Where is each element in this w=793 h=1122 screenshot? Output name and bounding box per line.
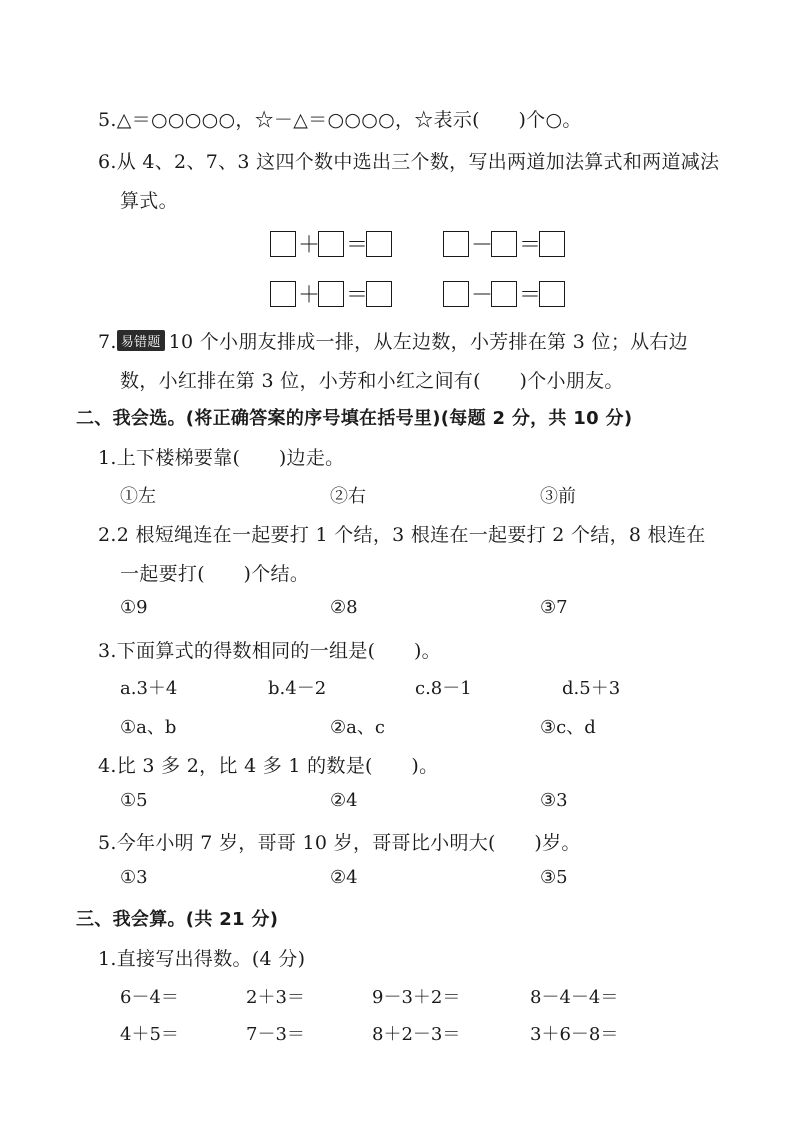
option-b[interactable]: ②a、c	[330, 717, 385, 738]
section-3-title: 三、我会算。(共 21 分)	[76, 909, 279, 930]
option-a[interactable]: ①5	[120, 790, 148, 811]
answer-box[interactable]	[366, 231, 392, 257]
option-b[interactable]: ②4	[330, 790, 358, 811]
subtraction-template-2	[443, 278, 565, 309]
option-a[interactable]: ①9	[120, 597, 148, 618]
arithmetic-item[interactable]: 9－3＋2＝	[372, 987, 461, 1008]
equals-sign: ＝	[346, 283, 369, 308]
question-2-1: 1.上下楼梯要靠( )边走。	[98, 447, 345, 469]
option-c[interactable]: ③c、d	[540, 717, 596, 738]
addition-template-2	[270, 278, 392, 309]
subtraction-template-1	[443, 228, 565, 259]
plus-sign: ＋	[298, 233, 321, 258]
question-1-6-line1: 6.从 4、2、7、3 这四个数中选出三个数，写出两道加法算式和两道减法	[98, 151, 720, 173]
option-c[interactable]: ③前	[540, 486, 576, 507]
arithmetic-item[interactable]: 7－3＝	[246, 1024, 305, 1045]
option-a[interactable]: ①左	[120, 486, 156, 507]
error-prone-badge: 易错题	[117, 330, 165, 351]
arithmetic-item[interactable]: 2＋3＝	[246, 987, 305, 1008]
arithmetic-item[interactable]: 3＋6－8＝	[530, 1024, 619, 1045]
arithmetic-item[interactable]: 6－4＝	[120, 987, 179, 1008]
plus-sign: ＋	[298, 283, 321, 308]
question-2-3: 3.下面算式的得数相同的一组是( )。	[98, 640, 441, 662]
arithmetic-item[interactable]: 4＋5＝	[120, 1024, 179, 1045]
question-1-5: 5.△＝○○○○○，☆－△＝○○○○，☆表示( )个○。	[98, 109, 582, 131]
arithmetic-item[interactable]: 8＋2－3＝	[372, 1024, 461, 1045]
question-number: 7.	[98, 331, 117, 353]
answer-box[interactable]	[491, 281, 517, 307]
expression-item: c.8－1	[415, 678, 472, 699]
option-a[interactable]: ①a、b	[120, 717, 177, 738]
answer-box[interactable]	[270, 231, 296, 257]
arithmetic-item[interactable]: 8－4－4＝	[530, 987, 619, 1008]
answer-box[interactable]	[443, 281, 469, 307]
option-c[interactable]: ③3	[540, 790, 568, 811]
answer-box[interactable]	[318, 231, 344, 257]
question-2-5: 5.今年小明 7 岁，哥哥 10 岁，哥哥比小明大( )岁。	[98, 832, 581, 854]
expression-item: b.4－2	[268, 678, 327, 699]
question-2-2-line1: 2.2 根短绳连在一起要打 1 个结，3 根连在一起要打 2 个结，8 根连在	[98, 524, 706, 546]
expression-item: d.5＋3	[562, 678, 621, 699]
answer-box[interactable]	[539, 231, 565, 257]
question-3-1: 1.直接写出得数。(4 分)	[98, 948, 306, 970]
question-1-7-line2: 数，小红排在第 3 位，小芳和小红之间有( )个小朋友。	[120, 370, 624, 392]
option-a[interactable]: ①3	[120, 867, 148, 888]
answer-box[interactable]	[491, 231, 517, 257]
option-b[interactable]: ②右	[330, 486, 366, 507]
option-c[interactable]: ③7	[540, 597, 568, 618]
option-c[interactable]: ③5	[540, 867, 568, 888]
option-b[interactable]: ②8	[330, 597, 358, 618]
question-1-7-line1	[98, 327, 688, 354]
answer-box[interactable]	[443, 231, 469, 257]
question-2-4: 4.比 3 多 2，比 4 多 1 的数是( )。	[98, 755, 439, 777]
equals-sign: ＝	[346, 233, 369, 258]
question-2-2-line2: 一起要打( )个结。	[120, 563, 310, 585]
answer-box[interactable]	[318, 281, 344, 307]
question-1-6-line2: 算式。	[120, 190, 178, 212]
minus-sign: －	[471, 283, 494, 308]
answer-box[interactable]	[270, 281, 296, 307]
equals-sign: ＝	[519, 283, 542, 308]
addition-template-1	[270, 228, 392, 259]
answer-box[interactable]	[366, 281, 392, 307]
answer-box[interactable]	[539, 281, 565, 307]
equals-sign: ＝	[519, 233, 542, 258]
option-b[interactable]: ②4	[330, 867, 358, 888]
expression-item: a.3＋4	[120, 678, 178, 699]
minus-sign: －	[471, 233, 494, 258]
section-2-title: 二、我会选。(将正确答案的序号填在括号里)(每题 2 分，共 10 分)	[76, 408, 633, 429]
question-text: 10 个小朋友排成一排，从左边数，小芳排在第 3 位；从右边	[168, 331, 689, 353]
